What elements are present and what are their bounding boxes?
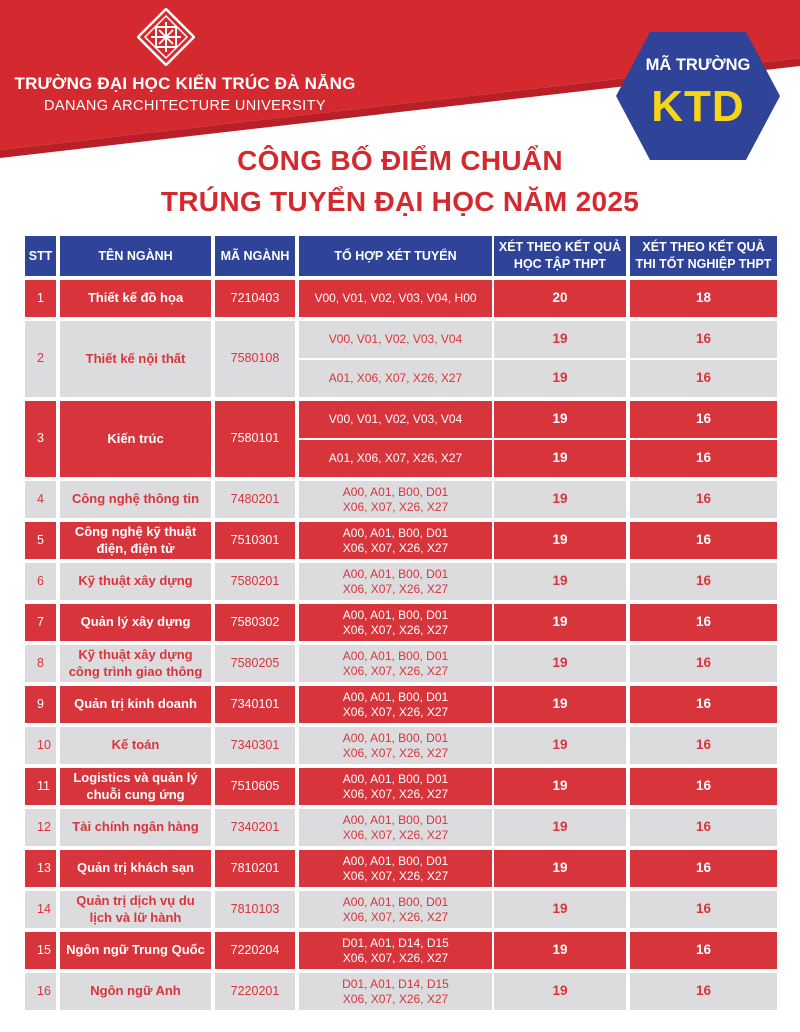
row-combination-line2: X06, X07, X26, X27 bbox=[342, 622, 449, 637]
row-stt: 7 bbox=[25, 604, 56, 641]
page-title-line2: TRÚNG TUYỂN ĐẠI HỌC NĂM 2025 bbox=[160, 186, 640, 217]
school-code-badge bbox=[614, 30, 782, 162]
row-name-line1: Kiến trúc bbox=[107, 430, 164, 446]
row-name-line1: Thiết kế nội thất bbox=[85, 350, 186, 366]
row-combination-line1: A00, A01, B00, D01 bbox=[342, 812, 449, 827]
row-stt: 5 bbox=[25, 522, 56, 559]
row-name-line2: điện, điện tử bbox=[96, 540, 175, 556]
header-combination: TỔ HỢP XÉT TUYỂN bbox=[299, 236, 492, 276]
row-score-hoc-ba: 19 bbox=[494, 360, 626, 397]
row-name-line1: Quản trị dịch vụ du bbox=[76, 893, 195, 909]
row-combination-line1: D01, A01, D14, D15 bbox=[342, 976, 449, 991]
row-score-hoc-ba: 19 bbox=[494, 932, 626, 969]
row-score-hoc-ba: 19 bbox=[494, 645, 626, 682]
row-name-line2: công trình giao thông bbox=[68, 663, 203, 679]
row-name-line1: Kỹ thuật xây dựng bbox=[78, 573, 193, 589]
row-combination-line2: X06, X07, X26, X27 bbox=[342, 868, 449, 883]
row-combination bbox=[299, 360, 492, 397]
row-combination-line1: A00, A01, B00, D01 bbox=[342, 648, 449, 663]
row-name-text bbox=[107, 431, 163, 447]
row-name-line1: Logistics và quản lý bbox=[73, 770, 198, 786]
row-combination-text bbox=[343, 485, 448, 515]
row-code: 7810103 bbox=[215, 891, 295, 928]
row-name-line2: chuỗi cung ứng bbox=[86, 786, 185, 802]
row-name-line1: Ngôn ngữ Anh bbox=[90, 983, 181, 999]
row-combination-line2: X06, X07, X26, X27 bbox=[342, 909, 449, 924]
row-code: 7580201 bbox=[215, 563, 295, 600]
row-stt: 9 bbox=[25, 686, 56, 723]
row-name-text bbox=[90, 983, 181, 999]
row-score-tot-nghiep: 16 bbox=[630, 604, 777, 641]
row-code: 7220204 bbox=[215, 932, 295, 969]
row-name bbox=[60, 645, 211, 682]
row-name-text bbox=[81, 614, 191, 630]
row-code: 7580108 bbox=[215, 321, 295, 397]
row-score-tot-nghiep: 16 bbox=[630, 321, 777, 358]
row-combination-text bbox=[343, 854, 448, 884]
page-title-line1: CÔNG BỐ ĐIỂM CHUẨN bbox=[237, 145, 563, 176]
row-score-tot-nghiep: 16 bbox=[630, 481, 777, 518]
row-name bbox=[60, 973, 211, 1010]
row-combination bbox=[299, 850, 492, 887]
row-name-line1: Kỹ thuật xây dựng bbox=[78, 647, 193, 663]
row-stt: 14 bbox=[25, 891, 56, 928]
row-name-line1: Kế toán bbox=[111, 737, 160, 753]
row-name-text bbox=[74, 696, 197, 712]
row-code: 7580302 bbox=[215, 604, 295, 641]
school-code-label: MÃ TRƯỜNG bbox=[645, 56, 751, 74]
row-combination-text bbox=[343, 895, 448, 925]
row-score-hoc-ba: 19 bbox=[494, 440, 626, 477]
row-combination-text bbox=[343, 526, 448, 556]
row-name-line2: lịch và lữ hành bbox=[89, 909, 182, 925]
row-name-text bbox=[77, 860, 194, 876]
row-combination-text bbox=[343, 772, 448, 802]
row-combination-line1: A00, A01, B00, D01 bbox=[342, 525, 449, 540]
row-name bbox=[60, 401, 211, 477]
row-combination-line1: D01, A01, D14, D15 bbox=[342, 935, 449, 950]
row-score-tot-nghiep: 18 bbox=[630, 280, 777, 317]
row-name bbox=[60, 809, 211, 846]
row-name bbox=[60, 932, 211, 969]
row-combination-line1: A00, A01, B00, D01 bbox=[342, 894, 449, 909]
row-score-tot-nghiep: 16 bbox=[630, 401, 777, 438]
row-combination-line2: X06, X07, X26, X27 bbox=[342, 745, 449, 760]
university-name-vn: TRƯỜNG ĐẠI HỌC KIẾN TRÚC ĐÀ NẴNG bbox=[14, 74, 356, 93]
row-score-tot-nghiep: 16 bbox=[630, 686, 777, 723]
row-combination bbox=[299, 563, 492, 600]
row-code: 7580101 bbox=[215, 401, 295, 477]
row-combination-line2: X06, X07, X26, X27 bbox=[342, 786, 449, 801]
row-combination-line1: A00, A01, B00, D01 bbox=[342, 484, 449, 499]
row-score-tot-nghiep: 16 bbox=[630, 360, 777, 397]
row-combination-line1: V00, V01, V02, V03, V04, H00 bbox=[314, 291, 477, 305]
row-name-text bbox=[112, 737, 160, 753]
row-stt: 10 bbox=[25, 727, 56, 764]
row-combination bbox=[299, 401, 492, 438]
row-combination-line1: A00, A01, B00, D01 bbox=[342, 853, 449, 868]
row-combination-line1: A01, X06, X07, X26, X27 bbox=[328, 371, 463, 385]
row-name bbox=[60, 321, 211, 397]
row-combination-line1: V00, V01, V02, V03, V04 bbox=[328, 412, 463, 426]
row-score-tot-nghiep: 16 bbox=[630, 891, 777, 928]
row-name-text bbox=[73, 770, 197, 803]
row-score-tot-nghiep: 16 bbox=[630, 522, 777, 559]
row-name-line1: Công nghệ kỹ thuật bbox=[74, 524, 197, 540]
header-name: TÊN NGÀNH bbox=[60, 236, 211, 276]
row-stt: 3 bbox=[25, 401, 56, 477]
row-code: 7480201 bbox=[215, 481, 295, 518]
row-score-tot-nghiep: 16 bbox=[630, 932, 777, 969]
row-combination-text bbox=[329, 371, 462, 386]
row-combination-text bbox=[343, 731, 448, 761]
row-combination bbox=[299, 321, 492, 358]
row-combination-line2: X06, X07, X26, X27 bbox=[342, 499, 449, 514]
row-combination bbox=[299, 973, 492, 1010]
row-score-hoc-ba: 19 bbox=[494, 973, 626, 1010]
row-combination-line1: A00, A01, B00, D01 bbox=[342, 607, 449, 622]
university-name-en: DANANG ARCHITECTURE UNIVERSITY bbox=[44, 98, 326, 114]
row-combination bbox=[299, 686, 492, 723]
row-combination bbox=[299, 645, 492, 682]
row-stt: 8 bbox=[25, 645, 56, 682]
row-combination-line1: A00, A01, B00, D01 bbox=[342, 730, 449, 745]
row-score-hoc-ba: 19 bbox=[494, 686, 626, 723]
row-code: 7220201 bbox=[215, 973, 295, 1010]
row-code: 7340301 bbox=[215, 727, 295, 764]
row-combination bbox=[299, 522, 492, 559]
row-code: 7210403 bbox=[215, 280, 295, 317]
row-stt: 4 bbox=[25, 481, 56, 518]
row-code: 7340101 bbox=[215, 686, 295, 723]
row-combination bbox=[299, 727, 492, 764]
row-stt: 13 bbox=[25, 850, 56, 887]
row-name-text bbox=[72, 491, 199, 507]
row-name bbox=[60, 604, 211, 641]
row-combination-line1: A00, A01, B00, D01 bbox=[342, 566, 449, 581]
row-combination-text bbox=[343, 567, 448, 597]
row-stt: 12 bbox=[25, 809, 56, 846]
header-score-hoc-ba: XÉT THEO KẾT QUẢ HỌC TẬP THPT bbox=[494, 236, 626, 276]
row-name-text bbox=[69, 647, 203, 680]
row-name-text bbox=[76, 893, 194, 926]
university-logo-icon bbox=[137, 8, 195, 66]
row-name bbox=[60, 768, 211, 805]
row-combination bbox=[299, 932, 492, 969]
row-name bbox=[60, 727, 211, 764]
row-score-hoc-ba: 19 bbox=[494, 809, 626, 846]
row-score-hoc-ba: 19 bbox=[494, 768, 626, 805]
row-name-line1: Quản lý xây dựng bbox=[80, 614, 191, 630]
row-score-tot-nghiep: 16 bbox=[630, 768, 777, 805]
row-combination-text bbox=[343, 649, 448, 679]
row-name-text bbox=[72, 819, 198, 835]
header-score-tot-nghiep: XÉT THEO KẾT QUẢ THI TỐT NGHIỆP THPT bbox=[630, 236, 777, 276]
row-score-tot-nghiep: 16 bbox=[630, 563, 777, 600]
row-combination-line2: X06, X07, X26, X27 bbox=[342, 663, 449, 678]
row-score-hoc-ba: 19 bbox=[494, 891, 626, 928]
row-combination-line2: X06, X07, X26, X27 bbox=[342, 950, 449, 965]
row-code: 7510605 bbox=[215, 768, 295, 805]
row-combination-line2: X06, X07, X26, X27 bbox=[342, 991, 449, 1006]
row-score-tot-nghiep: 16 bbox=[630, 645, 777, 682]
row-stt: 16 bbox=[25, 973, 56, 1010]
row-combination-line1: A01, X06, X07, X26, X27 bbox=[328, 451, 463, 465]
row-score-hoc-ba: 19 bbox=[494, 321, 626, 358]
row-combination-line1: A00, A01, B00, D01 bbox=[342, 771, 449, 786]
row-name-text bbox=[78, 573, 192, 589]
row-combination-text bbox=[329, 451, 462, 466]
row-name bbox=[60, 481, 211, 518]
row-name-line1: Thiết kế đồ họa bbox=[87, 290, 184, 306]
row-name-line1: Tài chính ngân hàng bbox=[72, 819, 199, 835]
row-name-text bbox=[75, 524, 196, 557]
row-score-hoc-ba: 19 bbox=[494, 481, 626, 518]
row-name bbox=[60, 686, 211, 723]
row-combination-text bbox=[314, 291, 476, 306]
row-combination-text bbox=[343, 608, 448, 638]
row-name-line1: Công nghệ thông tin bbox=[71, 491, 200, 507]
row-code: 7810201 bbox=[215, 850, 295, 887]
row-combination-line1: A00, A01, B00, D01 bbox=[342, 689, 449, 704]
row-score-hoc-ba: 19 bbox=[494, 563, 626, 600]
row-score-tot-nghiep: 16 bbox=[630, 973, 777, 1010]
row-combination bbox=[299, 809, 492, 846]
row-score-hoc-ba: 19 bbox=[494, 522, 626, 559]
row-score-hoc-ba: 20 bbox=[494, 280, 626, 317]
row-name-line1: Quản trị khách sạn bbox=[76, 860, 195, 876]
row-combination-line2: X06, X07, X26, X27 bbox=[342, 581, 449, 596]
row-score-tot-nghiep: 16 bbox=[630, 850, 777, 887]
row-name bbox=[60, 850, 211, 887]
row-combination bbox=[299, 440, 492, 477]
row-combination-line2: X06, X07, X26, X27 bbox=[342, 540, 449, 555]
row-combination-line2: X06, X07, X26, X27 bbox=[342, 827, 449, 842]
row-combination bbox=[299, 768, 492, 805]
row-score-hoc-ba: 19 bbox=[494, 850, 626, 887]
row-combination bbox=[299, 280, 492, 317]
row-combination-text bbox=[329, 412, 462, 427]
row-name-text bbox=[86, 351, 186, 367]
row-name bbox=[60, 891, 211, 928]
row-score-hoc-ba: 19 bbox=[494, 727, 626, 764]
row-stt: 2 bbox=[25, 321, 56, 397]
row-name-line1: Quản trị kinh doanh bbox=[74, 696, 197, 712]
row-name-line1: Ngôn ngữ Trung Quốc bbox=[66, 942, 205, 958]
row-combination-line2: X06, X07, X26, X27 bbox=[342, 704, 449, 719]
row-combination-text bbox=[343, 813, 448, 843]
row-code: 7340201 bbox=[215, 809, 295, 846]
row-combination bbox=[299, 891, 492, 928]
row-stt: 11 bbox=[25, 768, 56, 805]
header-code: MÃ NGÀNH bbox=[215, 236, 295, 276]
row-stt: 1 bbox=[25, 280, 56, 317]
row-combination-text bbox=[342, 977, 449, 1007]
row-score-hoc-ba: 19 bbox=[494, 401, 626, 438]
row-name-text bbox=[88, 290, 183, 306]
row-score-tot-nghiep: 16 bbox=[630, 809, 777, 846]
row-combination-line1: V00, V01, V02, V03, V04 bbox=[328, 332, 463, 346]
row-code: 7580205 bbox=[215, 645, 295, 682]
row-name bbox=[60, 522, 211, 559]
row-combination-text bbox=[343, 690, 448, 720]
admission-score-table bbox=[25, 236, 777, 1016]
row-stt: 6 bbox=[25, 563, 56, 600]
row-code: 7510301 bbox=[215, 522, 295, 559]
row-name bbox=[60, 280, 211, 317]
row-combination-text bbox=[342, 936, 449, 966]
row-combination bbox=[299, 604, 492, 641]
row-score-tot-nghiep: 16 bbox=[630, 727, 777, 764]
school-code-value: KTD bbox=[651, 82, 745, 131]
row-combination-text bbox=[329, 332, 462, 347]
row-stt: 15 bbox=[25, 932, 56, 969]
row-score-tot-nghiep: 16 bbox=[630, 440, 777, 477]
row-combination bbox=[299, 481, 492, 518]
row-score-hoc-ba: 19 bbox=[494, 604, 626, 641]
row-name-text bbox=[66, 942, 205, 958]
header-stt: STT bbox=[25, 236, 56, 276]
row-name bbox=[60, 563, 211, 600]
